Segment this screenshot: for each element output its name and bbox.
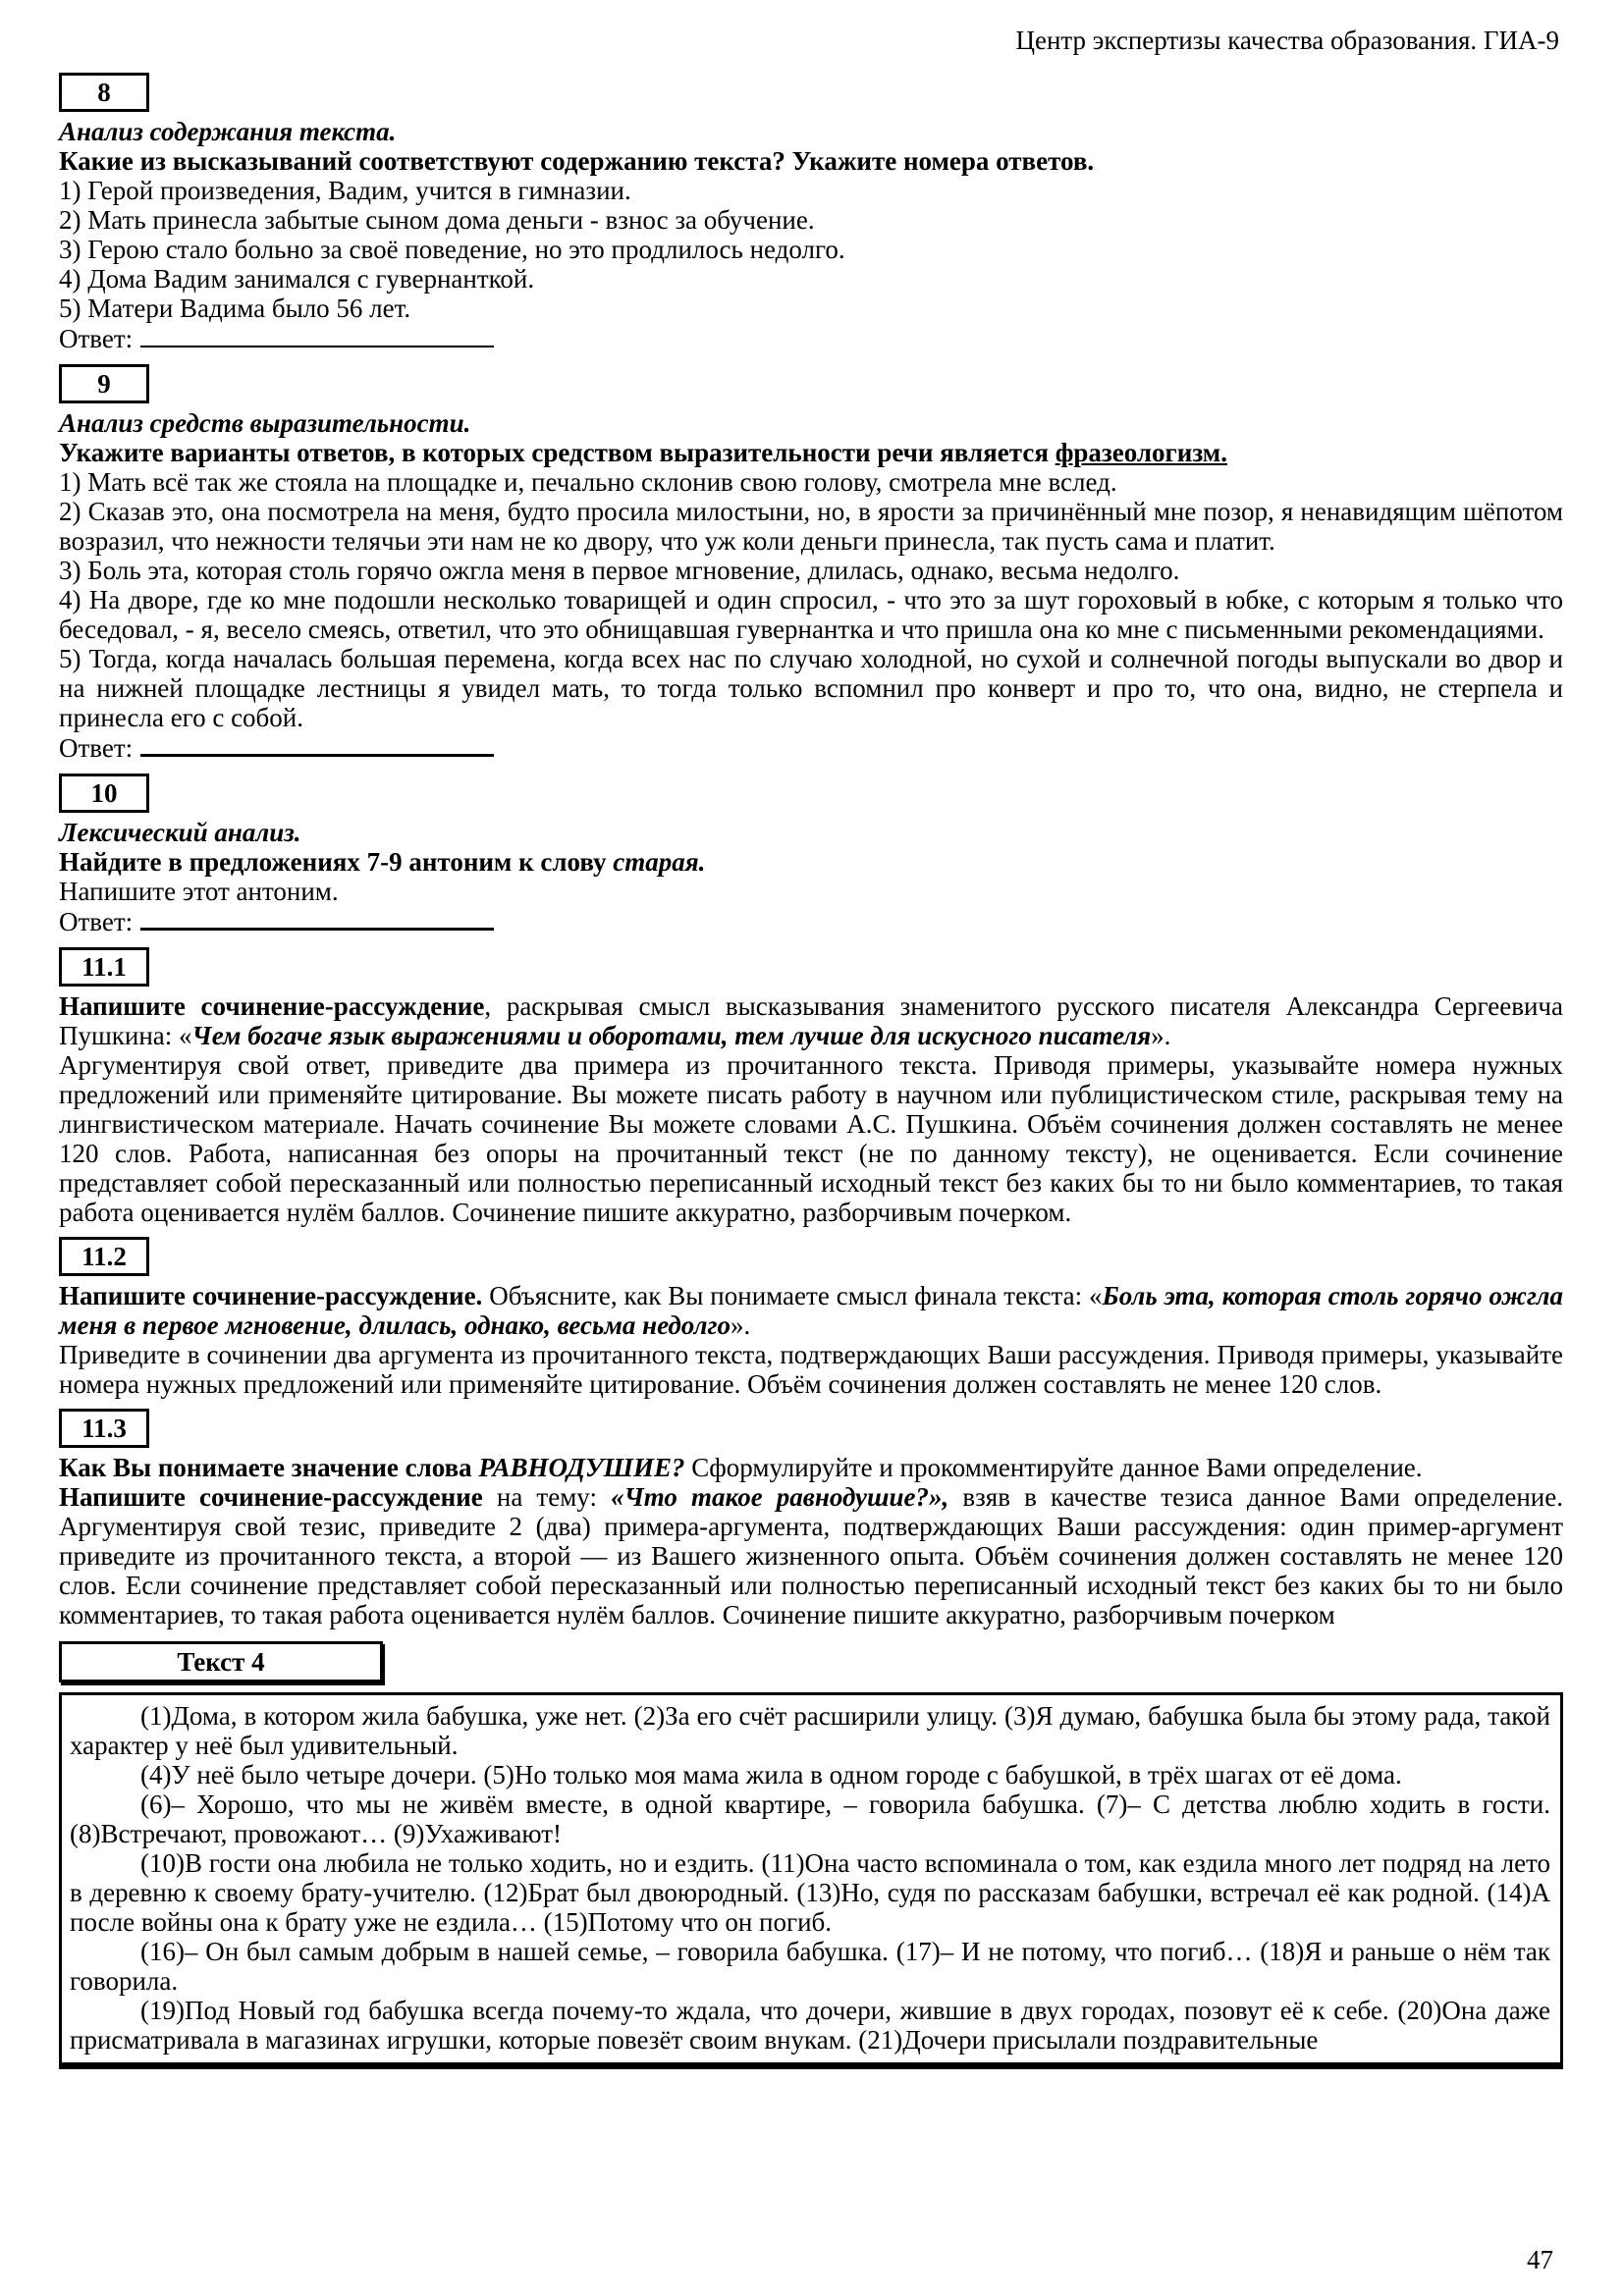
- question-prompt: [59, 438, 1563, 467]
- term-text: РАВНОДУШИЕ?: [478, 1453, 685, 1482]
- question-item: 3) Боль эта, которая столь горячо ожгла меня в первое мгновение, длилась, однако, весьма недолго.: [59, 556, 1180, 585]
- text-paragraph: (16)– Он был самым добрым в нашей семье, – говорила бабушка. (17)– И не потому, что погиб… (18)Я и раньше о нём так говорила.: [70, 1937, 1550, 1996]
- text-paragraph: (10)В гости она любила не только ходить, но и ездить. (11)Она часто вспоминала о том, как ездила много лет подряд на лето в деревню к своему брату-учителю. (12)Брат был двоюродный. (13)Но, судя по рассказам бабушки, встречал её как родной. (14)А после войны она к брату уже не ездила… (15)Потому что он погиб.: [70, 1848, 1550, 1937]
- question-11-1: [59, 939, 1563, 1227]
- question-11-2: [59, 1229, 1563, 1399]
- question-number-box: 9: [59, 364, 149, 403]
- question-item: 2) Сказав это, она посмотрела на меня, будто просила милостыни, но, в ярости за причинённый мне позор, я ненавидящим шёпотом возразил, что нежности телячьи эти нам не ко двору, что уж коли деньги принесла, так пусть сама и платит.: [59, 497, 1563, 556]
- question-heading: Анализ средств выразительности.: [59, 408, 471, 438]
- text-4-section: [59, 1641, 1563, 2069]
- answer-row: [59, 733, 1563, 763]
- answer-label: Ответ:: [59, 733, 134, 763]
- question-11-3: [59, 1401, 1563, 1629]
- text-paragraph: (6)– Хорошо, что мы не живём вместе, в одной квартире, – говорила бабушка. (7)– С детства люблю ходить в гости. (8)Встречают, провожают… (9)Ухаживают!: [70, 1789, 1550, 1848]
- answer-label: Ответ:: [59, 324, 134, 353]
- body-text: на тему:: [482, 1482, 612, 1512]
- answer-blank-line: [140, 342, 494, 347]
- question-body: Аргументируя свой ответ, приведите два примера из прочитанного текста. Приводя примеры, указывайте номера нужных предложений или применяйте цитирование. Вы можете писать работу в научном или публицистическом стиле, раскрывая тему на лингвистическом материале. Начать сочинение Вы можете словами А.С. Пушкина. Объём сочинения должен составлять не менее 120 слов. Работа, написанная без опоры на прочитанный текст (не по данному тексту), не оценивается. Если сочинение представляет собой пересказанный или полностью переписанный исходный текст без каких бы то ни было комментариев, то такая работа оценивается нулём баллов. Сочинение пишите аккуратно, разборчивым почерком.: [59, 1050, 1563, 1227]
- quote-text: Боль эта, которая столь горячо ожгла меня в первое мгновение, длилась, однако, весьма недолго: [59, 1281, 1563, 1340]
- quote-text: «Что такое равнодушие?»,: [611, 1482, 949, 1512]
- underlined-term: фразеологизм.: [1055, 438, 1227, 467]
- intro-bold: Напишите сочинение-рассуждение: [59, 991, 485, 1021]
- question-item: 1) Герой произведения, Вадим, учится в гимназии.: [59, 176, 631, 205]
- intro-bold: Как Вы понимаете значение слова: [59, 1453, 479, 1482]
- question-intro: [59, 991, 1563, 1050]
- question-body: [59, 1482, 1563, 1629]
- text-paragraph: (1)Дома, в котором жила бабушка, уже нет. (2)За его счёт расширили улицу. (3)Я думаю, бабушка была бы этому рада, такой характер у неё был удивительный.: [70, 1701, 1550, 1760]
- quote-close: ».: [1151, 1021, 1171, 1050]
- question-number-box: 11.1: [59, 947, 149, 987]
- question-number-box: 8: [59, 73, 149, 112]
- intro-text: Сформулируйте и прокомментируйте данное Вами определение.: [684, 1453, 1423, 1482]
- question-number-box: 11.3: [59, 1409, 149, 1448]
- answer-row: [59, 907, 1563, 936]
- page-header: Центр экспертизы качества образования. ГИА-9: [1015, 26, 1559, 55]
- answer-blank-line: [140, 924, 494, 931]
- answer-blank-line: [140, 750, 494, 757]
- body-bold: Напишите сочинение-рассуждение: [59, 1482, 483, 1512]
- italic-term: старая.: [613, 847, 706, 877]
- intro-text: Объясните, как Вы понимаете смысл финала текста: «: [482, 1281, 1103, 1310]
- body-rest: взяв в качестве тезиса данное Вами определение. Аргументируя свой тезис, приведите 2 (два) примера-аргумента, подтверждающих Ваши рассуждения: один пример-аргумент приведите из прочитанного текста, а второй — из Вашего жизненного опыта. Объём сочинения должен составлять не менее 120 слов. Если сочинение представляет собой пересказанный или полностью переписанный исходный текст без каких бы то ни было комментариев, то такая работа оценивается нулём баллов. Сочинение пишите аккуратно, разборчивым почерком: [59, 1482, 1563, 1629]
- question-body: Приведите в сочинении два аргумента из прочитанного текста, подтверждающих Ваши рассуждения. Приводя примеры, указывайте номера нужных предложений или применяйте цитирование. Объём сочинения должен составлять не менее 120 слов.: [59, 1340, 1563, 1399]
- question-9: [59, 356, 1563, 763]
- question-item: 4) На дворе, где ко мне подошли несколько товарищей и один спросил, - что это за шут гороховый в юбке, с которым я только что беседовал, - я, весело смеясь, ответил, что это обнищавшая гувернантка и что пришла она ко мне с письменными рекомендациями.: [59, 585, 1563, 644]
- intro-text: , раскрывая смысл высказывания знаменитого русского писателя Александра Сергеевича Пушкина: «: [59, 991, 1563, 1050]
- question-item: 3) Герою стало больно за своё поведение, но это продлилось недолго.: [59, 235, 845, 264]
- question-item: 5) Тогда, когда началась большая перемена, когда всех нас по случаю холодной, но сухой и солнечной погоды выпускали во двор и на нижней площадке лестницы я увидел мать, то тогда только вспомнил про конверт и про то, что она, видно, не стерпела и принесла его с собой.: [59, 644, 1563, 732]
- answer-row: [59, 324, 1563, 353]
- question-intro: [59, 1453, 1563, 1482]
- question-item: 5) Матери Вадима было 56 лет.: [59, 294, 411, 323]
- question-item: 2) Мать принесла забытые сыном дома деньги - взнос за обучение.: [59, 205, 815, 235]
- question-intro: [59, 1281, 1563, 1340]
- question-prompt: [59, 847, 1563, 877]
- quote-close: ».: [730, 1310, 751, 1340]
- question-number-box: 10: [59, 774, 149, 813]
- question-prompt: Какие из высказываний соответствуют содержанию текста? Укажите номера ответов.: [59, 146, 1095, 176]
- question-number-box: 11.2: [59, 1237, 149, 1276]
- page-number: 47: [1527, 2245, 1553, 2274]
- prompt-text: Укажите варианты ответов, в которых средством выразительности речи является: [59, 438, 1056, 467]
- question-heading: Анализ содержания текста.: [59, 117, 397, 146]
- text-paragraph: (4)У неё было четыре дочери. (5)Но только моя мама жила в одном городе с бабушкой, в трёх шагах от её дома.: [140, 1760, 1402, 1789]
- text-4-body-box: [59, 1692, 1563, 2069]
- question-instruction: Напишите этот антоним.: [59, 877, 339, 906]
- intro-bold: Напишите сочинение-рассуждение.: [59, 1281, 483, 1310]
- question-item: 1) Мать всё так же стояла на площадке и, печально склонив свою голову, смотрела мне вслед.: [59, 467, 1117, 497]
- prompt-text: Найдите в предложениях 7-9 антоним к слову: [59, 847, 614, 877]
- text-paragraph: (19)Под Новый год бабушка всегда почему-то ждала, что дочери, жившие в двух городах, позовут её к себе. (20)Она даже присматривала в магазинах игрушки, которые повезёт своим внукам. (21)Дочери присылали поздравительные: [70, 1996, 1550, 2055]
- quote-text: Чем богаче язык выражениями и оборотами, тем лучше для искусного писателя: [191, 1021, 1152, 1050]
- question-8: [59, 65, 1563, 353]
- question-item: 4) Дома Вадим занимался с гувернанткой.: [59, 264, 535, 294]
- question-10: [59, 766, 1563, 936]
- question-heading: Лексический анализ.: [59, 818, 301, 847]
- answer-label: Ответ:: [59, 907, 134, 936]
- text-4-label-box: Текст 4: [59, 1641, 383, 1682]
